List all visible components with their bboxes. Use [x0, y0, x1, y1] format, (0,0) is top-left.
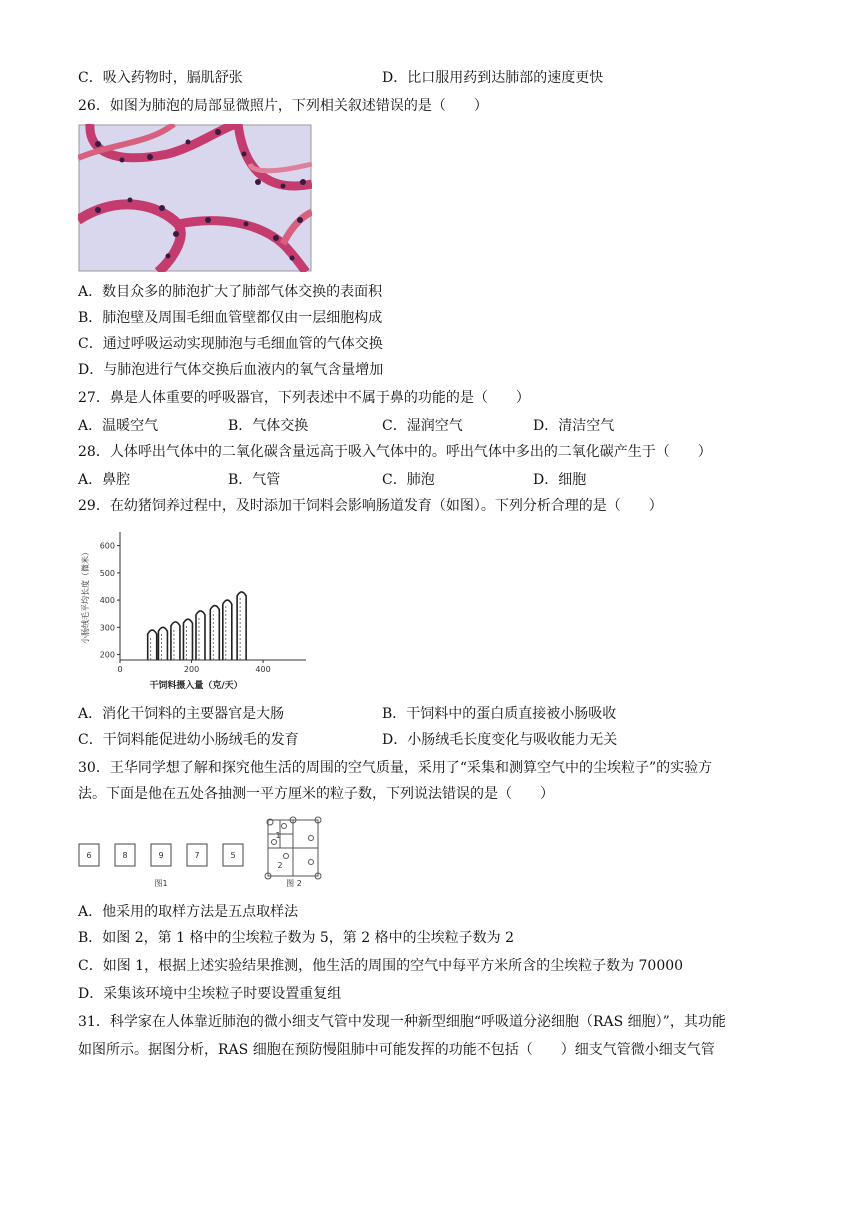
q31-stem-line1: 31．科学家在人体靠近肺泡的微小细支气管中发现一种新型细胞“呼吸道分泌细胞（RAS 细胞）”，其功能 — [78, 1014, 726, 1030]
q28-option-d: D．细胞 — [533, 472, 587, 488]
q31-stem-line2: 如图所示。据图分析，RAS 细胞在预防慢阻肺中可能发挥的功能不包括（ ）细支气管微小细支气管 — [78, 1042, 715, 1058]
q30-option-d: D．采集该环境中尘埃粒子时要设置重复组 — [78, 986, 342, 1002]
fig1-count-4: 7 — [194, 851, 200, 860]
y-tick-label: 300 — [99, 623, 115, 633]
villus-bar — [148, 630, 157, 660]
q27-option-b: B．气体交换 — [228, 418, 309, 434]
figure-2-grid — [268, 820, 318, 876]
y-tick-label: 200 — [99, 650, 115, 660]
alveolus-micrograph — [78, 124, 312, 272]
q26-option-d: D．与肺泡进行气体交换后血液内的氧气含量增加 — [78, 362, 384, 378]
fig1-count-3: 9 — [158, 851, 164, 860]
villus-bar — [196, 611, 205, 660]
x-axis-label: 干饲料摄入量（克/天） — [149, 681, 243, 691]
q29-option-b: B．干饲料中的蛋白质直接被小肠吸收 — [382, 706, 617, 722]
fig1-count-5: 5 — [230, 851, 236, 860]
villus-bar — [210, 606, 219, 660]
q26-option-b: B．肺泡壁及周围毛细血管壁都仅由一层细胞构成 — [78, 310, 383, 326]
q30-stem-line2: 法。下面是他在五处各抽测一平方厘米的粒子数，下列说法错误的是（ ） — [78, 786, 554, 802]
x-tick-label: 200 — [183, 665, 200, 674]
villus-bar — [158, 627, 167, 660]
fig1-count-1: 6 — [86, 851, 92, 860]
q25-option-d: D．比口服用药到达肺部的速度更快 — [382, 70, 604, 86]
q26-stem: 26．如图为肺泡的局部显微照片，下列相关叙述错误的是（ ） — [78, 98, 488, 114]
villus-length-chart — [76, 524, 312, 694]
q25-option-c: C．吸入药物时，膈肌舒张 — [78, 70, 243, 86]
q26-option-c: C．通过呼吸运动实现肺泡与毛细血管的气体交换 — [78, 336, 383, 352]
x-tick-label: 400 — [255, 665, 271, 674]
villus-bar — [223, 600, 232, 660]
dust-sampling-figures — [78, 816, 328, 888]
q27-option-a: A．温暖空气 — [78, 418, 159, 434]
q28-option-a: A．鼻腔 — [78, 472, 131, 488]
fig2-caption: 图 2 — [286, 879, 302, 888]
q26-option-a: A．数目众多的肺泡扩大了肺部气体交换的表面积 — [78, 284, 383, 300]
y-tick-label: 500 — [99, 568, 115, 578]
y-tick-label: 600 — [99, 541, 115, 551]
villus-bar — [171, 622, 180, 660]
q28-option-b: B．气管 — [228, 472, 281, 488]
villus-bar — [183, 619, 192, 660]
q29-option-a: A．消化干饲料的主要器官是大肠 — [78, 706, 285, 722]
q28-stem: 28．人体呼出气体中的二氧化碳含量远高于吸入气体中的。呼出气体中多出的二氧化碳产生于（ ） — [78, 444, 712, 460]
q30-stem-line1: 30．王华同学想了解和探究他生活的周围的空气质量，采用了“采集和测算空气中的尘埃粒子”的实验方 — [78, 760, 713, 776]
y-tick-label: 400 — [99, 596, 115, 606]
fig1-count-2: 8 — [122, 851, 128, 860]
fig1-caption: 图1 — [154, 879, 168, 888]
q28-option-c: C．肺泡 — [382, 472, 435, 488]
q27-option-c: C．湿润空气 — [382, 418, 463, 434]
q30-option-b: B．如图 2，第 1 格中的尘埃粒子数为 5，第 2 格中的尘埃粒子数为 2 — [78, 930, 514, 946]
q27-option-d: D．清洁空气 — [533, 418, 615, 434]
fig2-cell-2-label: 2 — [277, 861, 283, 870]
y-axis-label: 小肠绒毛平均长度（微米） — [81, 548, 90, 644]
q29-option-d: D．小肠绒毛长度变化与吸收能力无关 — [382, 732, 618, 748]
villus-bar — [237, 592, 246, 660]
q30-option-a: A．他采用的取样方法是五点取样法 — [78, 904, 299, 920]
q27-stem: 27．鼻是人体重要的呼吸器官，下列表述中不属于鼻的功能的是（ ） — [78, 390, 530, 406]
q30-option-c: C．如图 1，根据上述实验结果推测，他生活的周围的空气中每平方米所含的尘埃粒子数为 70000 — [78, 958, 684, 974]
q29-option-c: C．干饲料能促进幼小肠绒毛的发育 — [78, 732, 299, 748]
q29-stem: 29．在幼猪饲养过程中，及时添加干饲料会影响肠道发育（如图）。下列分析合理的是（ ） — [78, 498, 663, 514]
fig2-cell-1-label: 1 — [275, 831, 281, 840]
x-tick-label: 0 — [117, 665, 123, 674]
